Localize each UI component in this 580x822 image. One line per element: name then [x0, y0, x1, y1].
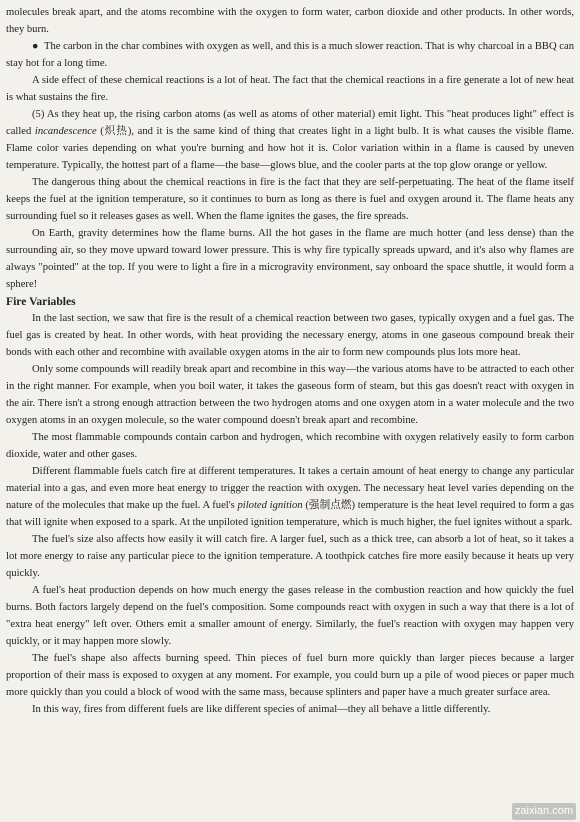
incandescence-text-b: (炽热), and it is the same kind of thing that creates light in a light bulb. It is what causes the visible flame. Flame color varies depending on what you're burning and how hot it is. Color variation within in a flame is caused by uneven temperature. Typically, the hottest part of a flame—the base—glows blue, and the cooler parts at the top glow orange or yellow.: [6, 126, 574, 171]
section-heading: Fire Variables: [6, 295, 76, 308]
ignition-text-a: Different flammable fuels catch fire at different temperatures. It takes a certain amount of heat energy to change any particular material into a gas, and even more heat energy to trigger the reaction with oxygen. The necessary heat level varies depending on the nature of the molecules that make up the fuel. A fuel's: [6, 466, 574, 511]
piloted-ignition-term: piloted ignition: [237, 500, 303, 511]
paragraph-heat-production: A fuel's heat production depends on how much energy the gases release in the combustion reaction and how quickly the fuel burns. Both factors largely depend on the fuel's composition. Some compounds react with oxygen in such a way that there is a lot of "extra heat energy" left over. Others emit a smaller amount of energy. Similarly, the fuel's reaction with oxygen may happen very quickly, or it may happen more slowly.: [6, 585, 574, 647]
paragraph-compounds: Only some compounds will readily break apart and recombine in this way—the various atoms have to be attracted to each other in the right manner. For example, when you boil water, it takes the gaseous form of steam, but this gas doesn't react with oxygen in the air. There isn't a strong enough attraction between the two hydrogen atoms and one oxygen atom in a water molecule and the two oxygen atoms in an oxygen molecule, so the water compound doesn't break apart and recombine.: [6, 364, 574, 426]
bullet-icon: ●: [32, 41, 39, 52]
paragraph-ignition: [6, 463, 574, 531]
paragraph-incandescence: [6, 106, 574, 174]
watermark-logo: zaixian.com: [512, 803, 576, 820]
paragraph-heat-side-effect: A side effect of these chemical reactions is a lot of heat. The fact that the chemical reactions in a fire generate a lot of new heat is what sustains the fire.: [6, 75, 574, 103]
paragraph-burn: molecules break apart, and the atoms recombine with the oxygen to form water, carbon dioxide and other products. In other words, they burn.: [6, 7, 574, 35]
paragraph-fuel-size: The fuel's size also affects how easily it will catch fire. A larger fuel, such as a thick tree, can absorb a lot of heat, so it takes a lot more energy to raise any particular piece to the ignition temperature. A toothpick catches fire more easily because it heats up very quickly.: [6, 534, 574, 579]
paragraph-flammable-compounds: The most flammable compounds contain carbon and hydrogen, which recombine with oxygen relatively easily to form carbon dioxide, water and other gases.: [6, 432, 574, 460]
incandescence-text-a: (5) As they heat up, the rising carbon atoms (as well as atoms of other material) emit light. This "heat produces light" effect is called: [6, 109, 574, 137]
incandescence-term: incandescence: [34, 126, 97, 137]
paragraph-fire-variables-intro: In the last section, we saw that fire is the result of a chemical reaction between two gases, typically oxygen and a fuel gas. The fuel gas is created by heat. In other words, with heat providing the necessary energy, atoms in one gaseous compound break their bonds with each other and recombine with available oxygen atoms in the air to form new compounds plus lots more heat.: [6, 313, 574, 358]
paragraph-char-text: The carbon in the char combines with oxygen as well, and this is a much slower reaction. That is why charcoal in a BBQ can stay hot for a long time.: [6, 41, 574, 69]
paragraph-self-perpetuating: The dangerous thing about the chemical reactions in fire is the fact that they are self-perpetuating. The heat of the flame itself keeps the fuel at the ignition temperature, so it continues to burn as long as there is fuel and oxygen around it. The flame heats any surrounding fuel so it releases gases as well. When the flame ignites the gases, the fire spreads.: [6, 177, 574, 222]
paragraph-gravity: On Earth, gravity determines how the flame burns. All the hot gases in the flame are much hotter (and less dense) than the surrounding air, so they move upward toward lower pressure. This is why fire typically spreads upward, and it's also why flames are always "pointed" at the top. If you were to light a fire in a microgravity environment, say onboard the space shuttle, it would form a sphere!: [6, 228, 574, 290]
paragraph-species: In this way, fires from different fuels are like different species of animal—they all behave a little differently.: [32, 704, 491, 715]
paragraph-fuel-shape: The fuel's shape also affects burning speed. Thin pieces of fuel burn more quickly than larger pieces because a larger proportion of their mass is exposed to oxygen at any moment. For example, you could burn up a pile of wood pieces or paper much more quickly than you could a block of wood with the same mass, because splinters and paper have a much greater surface area.: [6, 653, 574, 698]
paragraph-char-bullet: [6, 38, 574, 72]
ignition-text-b: (强制点燃) temperature is the heat level required to form a gas that will ignite when exposed to a spark. At the unpiloted ignition temperature, which is much higher, the fuel ignites without a spark.: [6, 500, 574, 528]
